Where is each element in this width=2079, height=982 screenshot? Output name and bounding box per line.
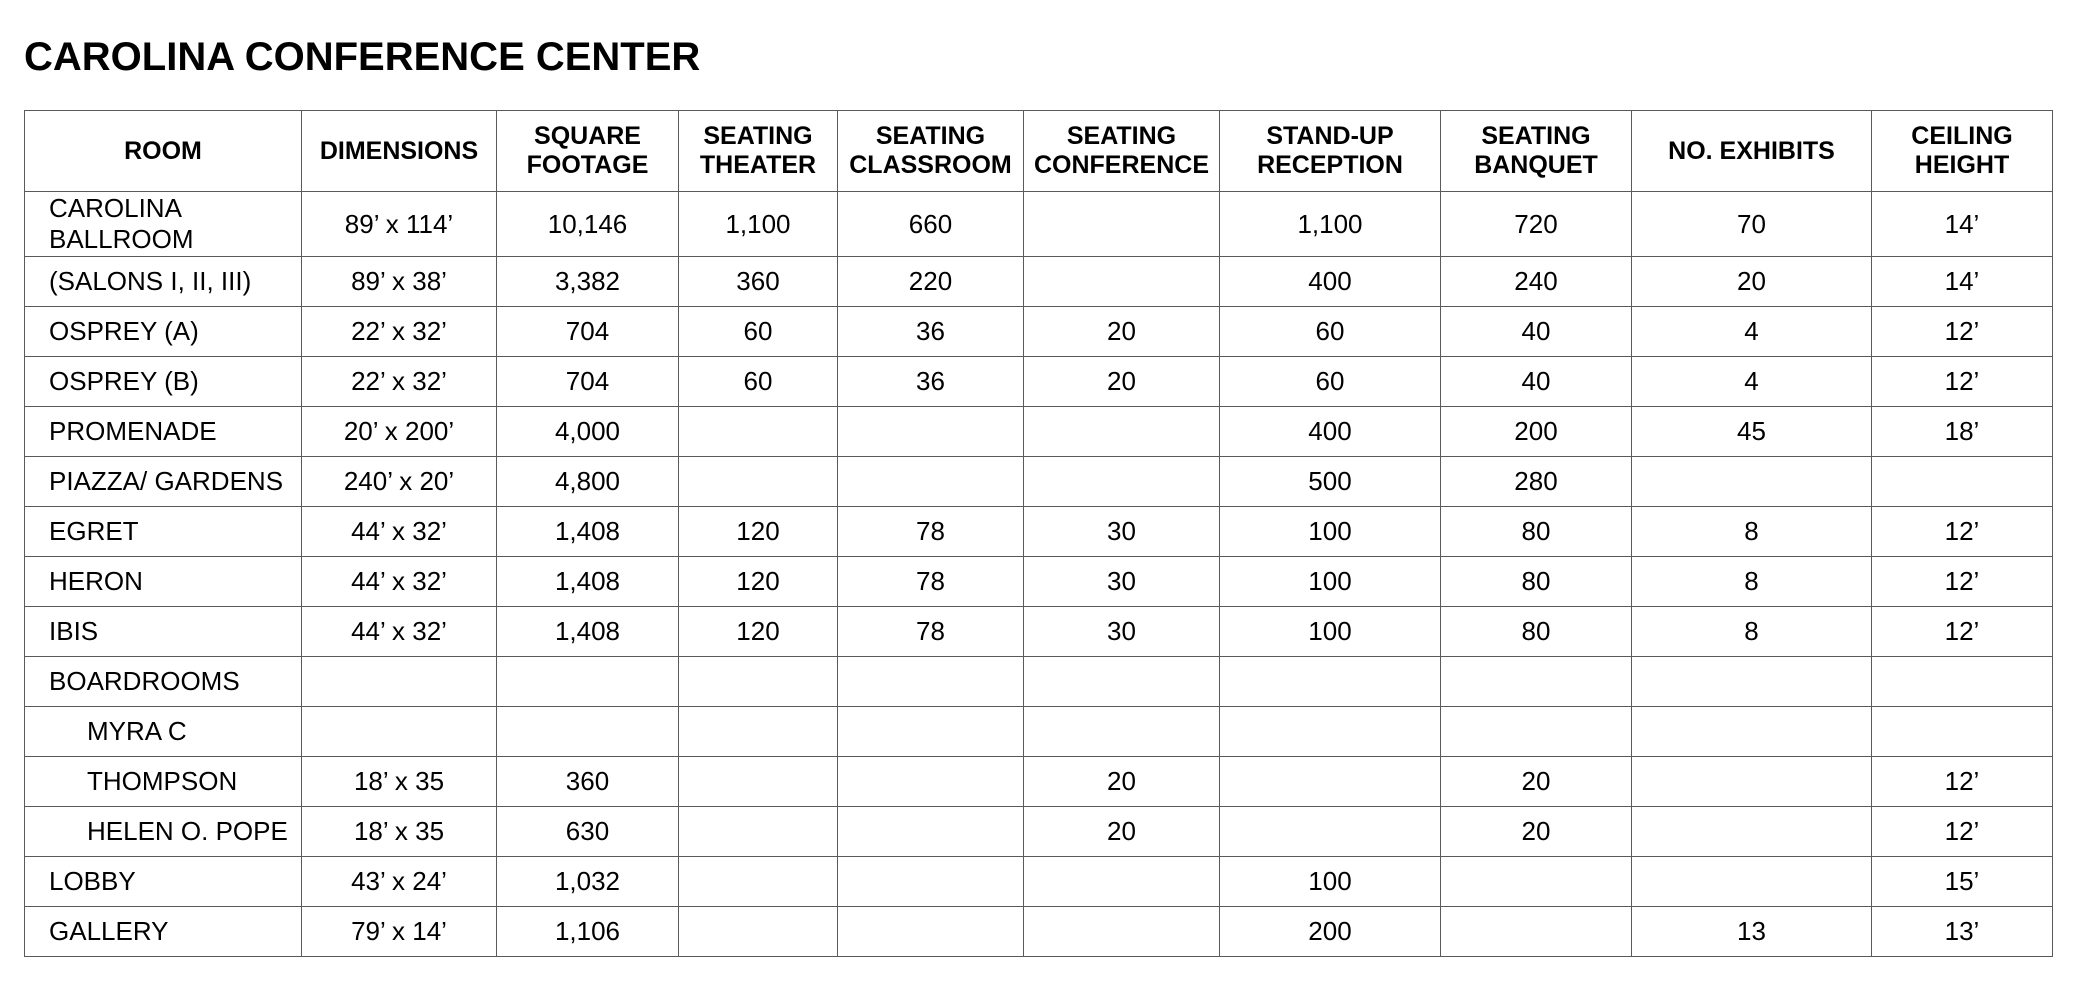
cell-seating-theater <box>679 857 838 907</box>
cell-standup-reception <box>1220 807 1441 857</box>
cell-seating-conference <box>1024 192 1220 257</box>
cell-standup-reception: 1,100 <box>1220 192 1441 257</box>
cell-seating-conference: 20 <box>1024 757 1220 807</box>
cell-seating-banquet <box>1441 707 1632 757</box>
cell-no-exhibits: 4 <box>1632 307 1872 357</box>
table-row <box>25 457 2053 507</box>
cell-seating-conference: 30 <box>1024 557 1220 607</box>
cell-seating-conference <box>1024 657 1220 707</box>
cell-seating-theater <box>679 707 838 757</box>
cell-seating-conference: 20 <box>1024 307 1220 357</box>
table-row <box>25 607 2053 657</box>
cell-room: HERON <box>25 557 302 607</box>
header-seating-conference: SEATING CONFERENCE <box>1024 111 1220 192</box>
header-no-exhibits: NO. EXHIBITS <box>1632 111 1872 192</box>
cell-ceiling-height: 15’ <box>1872 857 2053 907</box>
cell-no-exhibits <box>1632 757 1872 807</box>
cell-no-exhibits <box>1632 657 1872 707</box>
cell-seating-banquet: 40 <box>1441 357 1632 407</box>
cell-no-exhibits <box>1632 807 1872 857</box>
cell-seating-theater <box>679 657 838 707</box>
table-row <box>25 657 2053 707</box>
cell-room: LOBBY <box>25 857 302 907</box>
cell-seating-classroom: 78 <box>838 507 1024 557</box>
cell-square-footage: 360 <box>497 757 679 807</box>
cell-ceiling-height: 12’ <box>1872 557 2053 607</box>
table-row <box>25 257 2053 307</box>
header-seating-classroom: SEATING CLASSROOM <box>838 111 1024 192</box>
cell-ceiling-height: 12’ <box>1872 307 2053 357</box>
cell-square-footage: 1,408 <box>497 507 679 557</box>
cell-dimensions: 240’ x 20’ <box>302 457 497 507</box>
cell-seating-classroom <box>838 457 1024 507</box>
cell-seating-classroom <box>838 807 1024 857</box>
cell-standup-reception: 60 <box>1220 307 1441 357</box>
cell-seating-theater: 120 <box>679 607 838 657</box>
cell-dimensions: 44’ x 32’ <box>302 507 497 557</box>
cell-seating-classroom <box>838 757 1024 807</box>
cell-standup-reception <box>1220 757 1441 807</box>
header-row <box>25 111 2053 192</box>
room-capacity-table <box>24 110 2053 957</box>
header-square-footage: SQUARE FOOTAGE <box>497 111 679 192</box>
header-seating-theater: SEATING THEATER <box>679 111 838 192</box>
cell-room: OSPREY (B) <box>25 357 302 407</box>
cell-seating-theater: 360 <box>679 257 838 307</box>
cell-standup-reception: 100 <box>1220 857 1441 907</box>
cell-dimensions: 44’ x 32’ <box>302 557 497 607</box>
cell-seating-banquet: 240 <box>1441 257 1632 307</box>
cell-ceiling-height: 14’ <box>1872 192 2053 257</box>
cell-room: HELEN O. POPE <box>25 807 302 857</box>
table-row <box>25 807 2053 857</box>
cell-seating-theater <box>679 457 838 507</box>
cell-seating-banquet <box>1441 857 1632 907</box>
cell-seating-classroom <box>838 707 1024 757</box>
cell-seating-classroom <box>838 907 1024 957</box>
cell-room: GALLERY <box>25 907 302 957</box>
cell-seating-classroom: 660 <box>838 192 1024 257</box>
cell-seating-classroom: 36 <box>838 357 1024 407</box>
cell-no-exhibits: 13 <box>1632 907 1872 957</box>
cell-seating-theater: 60 <box>679 307 838 357</box>
cell-standup-reception: 400 <box>1220 257 1441 307</box>
cell-standup-reception: 100 <box>1220 607 1441 657</box>
cell-ceiling-height: 14’ <box>1872 257 2053 307</box>
cell-square-footage <box>497 707 679 757</box>
cell-seating-banquet: 20 <box>1441 807 1632 857</box>
cell-no-exhibits: 4 <box>1632 357 1872 407</box>
cell-standup-reception <box>1220 707 1441 757</box>
cell-seating-conference <box>1024 907 1220 957</box>
cell-room: PROMENADE <box>25 407 302 457</box>
cell-seating-theater: 120 <box>679 507 838 557</box>
cell-seating-classroom: 78 <box>838 557 1024 607</box>
cell-square-footage: 1,408 <box>497 557 679 607</box>
cell-dimensions: 18’ x 35 <box>302 807 497 857</box>
cell-seating-theater: 60 <box>679 357 838 407</box>
cell-square-footage: 1,408 <box>497 607 679 657</box>
table-row <box>25 507 2053 557</box>
cell-seating-conference: 20 <box>1024 807 1220 857</box>
cell-ceiling-height <box>1872 657 2053 707</box>
cell-square-footage: 10,146 <box>497 192 679 257</box>
table-row <box>25 307 2053 357</box>
cell-seating-banquet: 200 <box>1441 407 1632 457</box>
table-row <box>25 857 2053 907</box>
cell-square-footage: 704 <box>497 357 679 407</box>
cell-seating-conference <box>1024 457 1220 507</box>
cell-ceiling-height: 18’ <box>1872 407 2053 457</box>
cell-dimensions: 79’ x 14’ <box>302 907 497 957</box>
table-row <box>25 557 2053 607</box>
cell-seating-conference <box>1024 707 1220 757</box>
cell-no-exhibits: 8 <box>1632 557 1872 607</box>
cell-room: EGRET <box>25 507 302 557</box>
cell-seating-theater <box>679 757 838 807</box>
cell-seating-banquet: 720 <box>1441 192 1632 257</box>
cell-seating-banquet: 20 <box>1441 757 1632 807</box>
cell-room: CAROLINA BALLROOM <box>25 192 302 257</box>
cell-seating-banquet: 40 <box>1441 307 1632 357</box>
cell-room: PIAZZA/ GARDENS <box>25 457 302 507</box>
cell-seating-conference: 30 <box>1024 607 1220 657</box>
cell-seating-banquet: 80 <box>1441 507 1632 557</box>
cell-seating-theater: 120 <box>679 557 838 607</box>
cell-ceiling-height: 12’ <box>1872 757 2053 807</box>
header-seating-banquet: SEATING BANQUET <box>1441 111 1632 192</box>
cell-seating-banquet: 80 <box>1441 557 1632 607</box>
cell-seating-classroom <box>838 857 1024 907</box>
cell-seating-conference: 30 <box>1024 507 1220 557</box>
table-row <box>25 407 2053 457</box>
table-row <box>25 357 2053 407</box>
cell-ceiling-height: 13’ <box>1872 907 2053 957</box>
cell-dimensions: 22’ x 32’ <box>302 357 497 407</box>
cell-seating-banquet: 280 <box>1441 457 1632 507</box>
cell-square-footage: 4,000 <box>497 407 679 457</box>
header-room: ROOM <box>25 111 302 192</box>
cell-dimensions: 89’ x 38’ <box>302 257 497 307</box>
cell-seating-classroom: 78 <box>838 607 1024 657</box>
cell-room: IBIS <box>25 607 302 657</box>
table-row <box>25 907 2053 957</box>
cell-standup-reception: 400 <box>1220 407 1441 457</box>
table-row <box>25 757 2053 807</box>
cell-no-exhibits: 70 <box>1632 192 1872 257</box>
cell-seating-theater <box>679 807 838 857</box>
cell-dimensions: 44’ x 32’ <box>302 607 497 657</box>
cell-no-exhibits: 8 <box>1632 607 1872 657</box>
cell-dimensions <box>302 707 497 757</box>
cell-standup-reception <box>1220 657 1441 707</box>
cell-room: OSPREY (A) <box>25 307 302 357</box>
cell-seating-classroom: 36 <box>838 307 1024 357</box>
cell-dimensions: 22’ x 32’ <box>302 307 497 357</box>
page-title: CAROLINA CONFERENCE CENTER <box>24 35 701 79</box>
cell-seating-conference: 20 <box>1024 357 1220 407</box>
header-standup-reception: STAND-UP RECEPTION <box>1220 111 1441 192</box>
cell-square-footage: 4,800 <box>497 457 679 507</box>
cell-standup-reception: 100 <box>1220 557 1441 607</box>
cell-seating-banquet <box>1441 907 1632 957</box>
cell-square-footage: 3,382 <box>497 257 679 307</box>
cell-seating-conference <box>1024 857 1220 907</box>
cell-seating-theater <box>679 407 838 457</box>
cell-square-footage: 1,032 <box>497 857 679 907</box>
cell-room: THOMPSON <box>25 757 302 807</box>
cell-seating-banquet: 80 <box>1441 607 1632 657</box>
cell-ceiling-height <box>1872 457 2053 507</box>
cell-standup-reception: 500 <box>1220 457 1441 507</box>
cell-seating-conference <box>1024 257 1220 307</box>
cell-no-exhibits <box>1632 457 1872 507</box>
cell-dimensions: 18’ x 35 <box>302 757 497 807</box>
cell-ceiling-height <box>1872 707 2053 757</box>
header-ceiling-height: CEILING HEIGHT <box>1872 111 2053 192</box>
table-body <box>25 192 2053 957</box>
cell-room: BOARDROOMS <box>25 657 302 707</box>
cell-ceiling-height: 12’ <box>1872 507 2053 557</box>
cell-dimensions: 20’ x 200’ <box>302 407 497 457</box>
cell-dimensions: 89’ x 114’ <box>302 192 497 257</box>
cell-seating-classroom <box>838 407 1024 457</box>
cell-seating-theater <box>679 907 838 957</box>
cell-seating-theater: 1,100 <box>679 192 838 257</box>
header-dimensions: DIMENSIONS <box>302 111 497 192</box>
cell-ceiling-height: 12’ <box>1872 607 2053 657</box>
table-row <box>25 707 2053 757</box>
cell-seating-classroom: 220 <box>838 257 1024 307</box>
cell-standup-reception: 100 <box>1220 507 1441 557</box>
cell-no-exhibits <box>1632 857 1872 907</box>
table-row <box>25 192 2053 257</box>
cell-ceiling-height: 12’ <box>1872 807 2053 857</box>
cell-square-footage: 1,106 <box>497 907 679 957</box>
cell-square-footage: 704 <box>497 307 679 357</box>
cell-seating-classroom <box>838 657 1024 707</box>
cell-seating-banquet <box>1441 657 1632 707</box>
cell-square-footage: 630 <box>497 807 679 857</box>
cell-no-exhibits: 45 <box>1632 407 1872 457</box>
cell-standup-reception: 60 <box>1220 357 1441 407</box>
cell-standup-reception: 200 <box>1220 907 1441 957</box>
cell-no-exhibits <box>1632 707 1872 757</box>
cell-dimensions <box>302 657 497 707</box>
cell-square-footage <box>497 657 679 707</box>
cell-no-exhibits: 8 <box>1632 507 1872 557</box>
cell-room: MYRA C <box>25 707 302 757</box>
cell-seating-conference <box>1024 407 1220 457</box>
cell-room: (SALONS I, II, III) <box>25 257 302 307</box>
cell-no-exhibits: 20 <box>1632 257 1872 307</box>
cell-ceiling-height: 12’ <box>1872 357 2053 407</box>
cell-dimensions: 43’ x 24’ <box>302 857 497 907</box>
